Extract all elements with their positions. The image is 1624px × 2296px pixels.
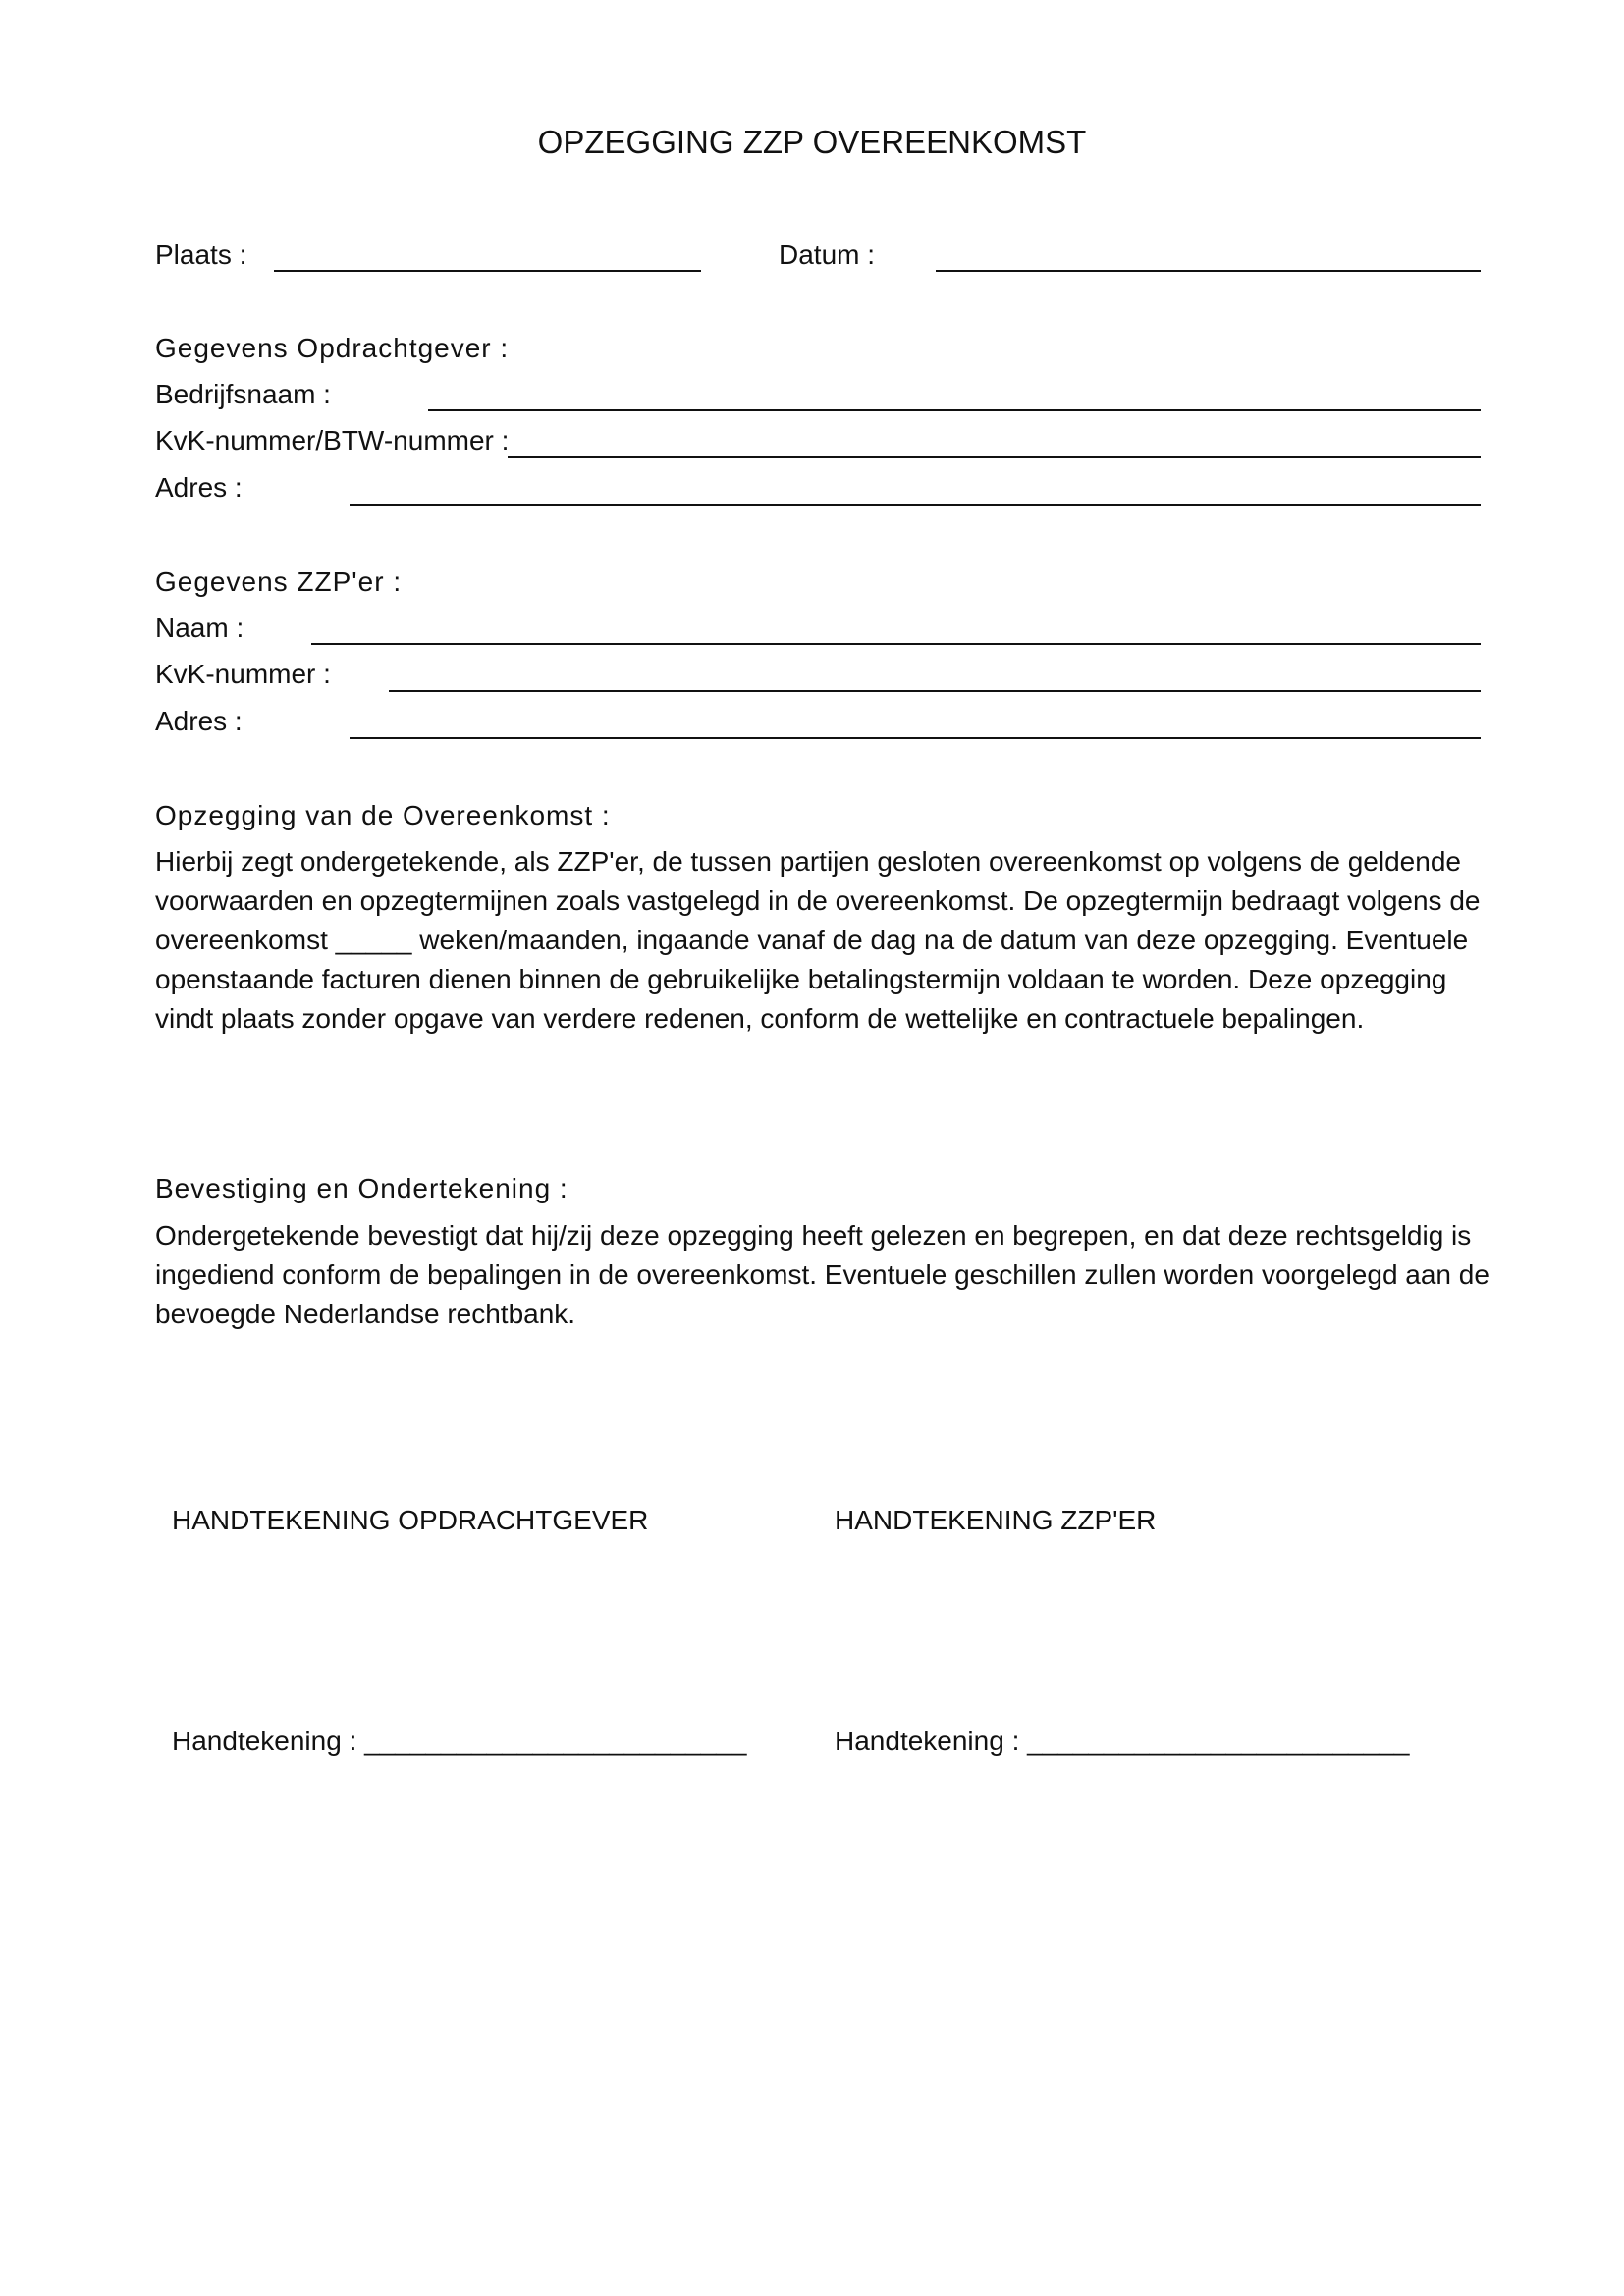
opdrachtgever-adres-field-line[interactable] — [350, 504, 1481, 506]
kvk-btw-label: KvK-nummer/BTW-nummer : — [155, 425, 510, 455]
opzegging-paragraph: Hierbij zegt ondergetekende, als ZZP'er, de tussen partijen gesloten overeenkomst op volgens de geldende voorwaarden en opzegtermijnen zoals vastgelegd in de overeenkomst. De opzegtermijn bedraagt volgens de overeenkomst _____ weken/maanden, ingaande vanaf de dag na de datum van deze opzegging. Eventuele openstaande facturen dienen binnen de gebruikelijke betalingstermijn voldaan te worden. Deze opzegging vindt plaats zonder opgave van verdere redenen, conform de wettelijke en contractuele bepalingen. — [155, 846, 1481, 1034]
datum-label: Datum : — [779, 240, 876, 270]
datum-field-line[interactable] — [936, 270, 1481, 272]
plaats-field-line[interactable] — [274, 270, 701, 272]
bevestiging-heading: Bevestiging en Ondertekening : — [155, 1173, 568, 1203]
document-title: OPZEGGING ZZP OVEREENKOMST — [537, 124, 1087, 160]
zzper-adres-label: Adres : — [155, 706, 243, 736]
opzegging-heading: Opzegging van de Overeenkomst : — [155, 800, 611, 830]
zzper-signature-line[interactable]: Handtekening : _________________________ — [835, 1726, 1410, 1756]
kvk-field-line[interactable] — [389, 690, 1481, 692]
bevestiging-paragraph: Ondergetekende bevestigt dat hij/zij deze opzegging heeft gelezen en begrepen, en dat deze rechtsgeldig is ingediend conform de bepalingen in de overeenkomst. Eventuele geschillen zullen worden voorgelegd aan de bevoegde Nederlandse rechtbank. — [155, 1220, 1489, 1329]
zzper-signature-heading: HANDTEKENING ZZP'ER — [835, 1505, 1157, 1535]
opdrachtgever-adres-label: Adres : — [155, 472, 243, 503]
opdrachtgever-signature-heading: HANDTEKENING OPDRACHTGEVER — [172, 1505, 649, 1535]
opdrachtgever-heading: Gegevens Opdrachtgever : — [155, 333, 510, 363]
kvk-label: KvK-nummer : — [155, 659, 331, 689]
naam-field-line[interactable] — [311, 643, 1481, 645]
opdrachtgever-signature-line[interactable]: Handtekening : _________________________ — [172, 1726, 747, 1756]
kvk-btw-field-line[interactable] — [508, 456, 1481, 458]
bedrijfsnaam-field-line[interactable] — [428, 409, 1481, 411]
zzper-adres-field-line[interactable] — [350, 737, 1481, 739]
plaats-label: Plaats : — [155, 240, 247, 270]
naam-label: Naam : — [155, 613, 244, 643]
bedrijfsnaam-label: Bedrijfsnaam : — [155, 379, 331, 409]
zzper-heading: Gegevens ZZP'er : — [155, 566, 403, 597]
